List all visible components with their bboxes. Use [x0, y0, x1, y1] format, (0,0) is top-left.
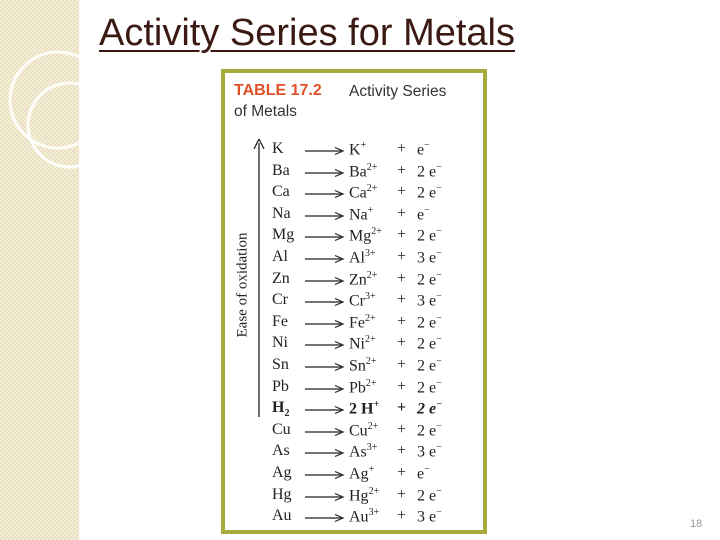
metal-symbol: Mg	[272, 226, 295, 244]
plus-sign: +	[397, 183, 407, 201]
electrons: 3 e−	[417, 291, 442, 310]
electrons: e−	[417, 204, 430, 224]
electrons: 2 e−	[417, 312, 442, 332]
decorative-side-strip	[0, 0, 79, 540]
right-arrow-icon	[305, 146, 345, 156]
table-number: TABLE 17.2	[234, 82, 322, 99]
electrons: 2 e−	[417, 377, 442, 396]
ion-symbol: 2 H+	[349, 399, 380, 418]
plus-sign: +	[397, 356, 407, 373]
plus-sign: +	[397, 399, 407, 417]
ion-symbol: $As^{3+}$	[349, 442, 378, 461]
plus-sign: +	[397, 312, 407, 330]
ion-symbol: $Ca^{2+}$	[349, 183, 378, 202]
reaction-row	[225, 378, 483, 400]
plus-sign: +	[397, 464, 407, 481]
electrons: 2 e−	[417, 226, 442, 245]
ion-symbol: $Pb^{2+}$	[349, 377, 377, 396]
metal-symbol: Zn	[272, 269, 290, 287]
right-arrow-icon	[305, 470, 345, 480]
reaction-row	[225, 162, 483, 184]
metal-symbol: Na	[272, 204, 291, 222]
ion-symbol: $Hg^{2+}$	[349, 485, 380, 504]
plus-sign: +	[397, 334, 407, 352]
metal-symbol: Ca	[272, 183, 290, 201]
plus-sign: +	[397, 161, 407, 179]
ion-symbol: $Al^{3+}$	[349, 248, 376, 267]
slide-title: Activity Series for Metals	[99, 12, 515, 54]
reaction-row	[225, 356, 483, 378]
electrons: 2 e−	[417, 183, 442, 202]
electrons: 3 e−	[417, 507, 442, 526]
metal-symbol: Ag	[272, 464, 292, 481]
electrons: 2 e−	[417, 269, 442, 288]
ion-symbol: $Zn^{2+}$	[349, 269, 378, 288]
ion-symbol: $Cr^{3+}$	[349, 291, 376, 310]
right-arrow-icon	[305, 448, 345, 458]
reaction-row	[225, 507, 483, 529]
ion-symbol: $Cu^{2+}$	[349, 420, 379, 440]
decorative-circles	[0, 0, 79, 540]
right-arrow-icon	[305, 297, 345, 307]
electrons: 3 e−	[417, 248, 442, 267]
right-arrow-icon	[305, 405, 345, 415]
metal-symbol: $H_2$	[272, 399, 290, 420]
right-arrow-icon	[305, 254, 345, 264]
right-arrow-icon	[305, 189, 345, 199]
activity-series-table	[221, 69, 487, 534]
metal-symbol: Hg	[272, 485, 292, 503]
ion-symbol: $Ba^{2+}$	[349, 161, 378, 180]
reaction-row	[225, 291, 483, 313]
reaction-row	[225, 334, 483, 356]
electrons: 2 e−	[417, 356, 442, 375]
reaction-row	[225, 183, 483, 205]
table-caption: Activity Series	[349, 83, 447, 100]
metal-symbol: Cu	[272, 420, 291, 438]
metal-symbol: Pb	[272, 377, 289, 395]
plus-sign: +	[397, 291, 407, 309]
ion-symbol: Na+	[349, 204, 374, 224]
metal-symbol: Ni	[272, 334, 288, 352]
reaction-row	[225, 486, 483, 508]
right-arrow-icon	[305, 492, 345, 502]
reaction-row	[225, 399, 483, 421]
plus-sign: +	[397, 226, 407, 244]
right-arrow-icon	[305, 276, 345, 286]
plus-sign: +	[397, 377, 407, 395]
electrons: 2 e−	[417, 399, 443, 418]
metal-symbol: Sn	[272, 356, 289, 373]
right-arrow-icon	[305, 427, 345, 437]
plus-sign: +	[397, 269, 407, 287]
metal-symbol: Fe	[272, 312, 288, 330]
electrons: e−	[417, 140, 430, 159]
reaction-row	[225, 313, 483, 335]
table-caption-continued: of Metals	[234, 103, 297, 120]
ion-symbol: K+	[349, 140, 367, 159]
reaction-row	[225, 205, 483, 227]
ion-symbol: $Au^{3+}$	[349, 507, 380, 526]
plus-sign: +	[397, 485, 407, 503]
right-arrow-icon	[305, 232, 345, 242]
metal-symbol: Ba	[272, 161, 290, 179]
ion-symbol: $Fe^{2+}$	[349, 312, 376, 332]
plus-sign: +	[397, 507, 407, 525]
metal-symbol: As	[272, 442, 290, 460]
electrons: 2 e−	[417, 420, 442, 440]
metal-symbol: Au	[272, 507, 292, 525]
plus-sign: +	[397, 420, 407, 438]
right-arrow-icon	[305, 211, 345, 221]
electrons: 3 e−	[417, 442, 442, 461]
right-arrow-icon	[305, 384, 345, 394]
right-arrow-icon	[305, 513, 345, 523]
ion-symbol: Ag+	[349, 464, 375, 483]
right-arrow-icon	[305, 319, 345, 329]
electrons: 2 e−	[417, 334, 442, 353]
plus-sign: +	[397, 248, 407, 265]
electrons: e−	[417, 464, 430, 483]
ion-symbol: $Ni^{2+}$	[349, 334, 376, 353]
plus-sign: +	[397, 442, 407, 460]
reaction-row	[225, 421, 483, 443]
plus-sign: +	[397, 140, 407, 157]
right-arrow-icon	[305, 340, 345, 350]
metal-symbol: Al	[272, 248, 288, 265]
plus-sign: +	[397, 204, 407, 222]
right-arrow-icon	[305, 168, 345, 178]
electrons: 2 e−	[417, 161, 442, 180]
ion-symbol: $Mg^{2+}$	[349, 226, 382, 245]
reaction-row	[225, 248, 483, 270]
page-number: 18	[690, 518, 703, 530]
ease-of-oxidation-label: Ease of oxidation	[234, 232, 251, 338]
ion-symbol: $Sn^{2+}$	[349, 356, 377, 375]
metal-symbol: Cr	[272, 291, 288, 309]
electrons: 2 e−	[417, 485, 442, 504]
reaction-row	[225, 442, 483, 464]
reaction-row	[225, 270, 483, 292]
metal-symbol: K	[272, 140, 284, 157]
reaction-row	[225, 226, 483, 248]
reaction-row	[225, 464, 483, 486]
reaction-row	[225, 140, 483, 162]
right-arrow-icon	[305, 362, 345, 372]
